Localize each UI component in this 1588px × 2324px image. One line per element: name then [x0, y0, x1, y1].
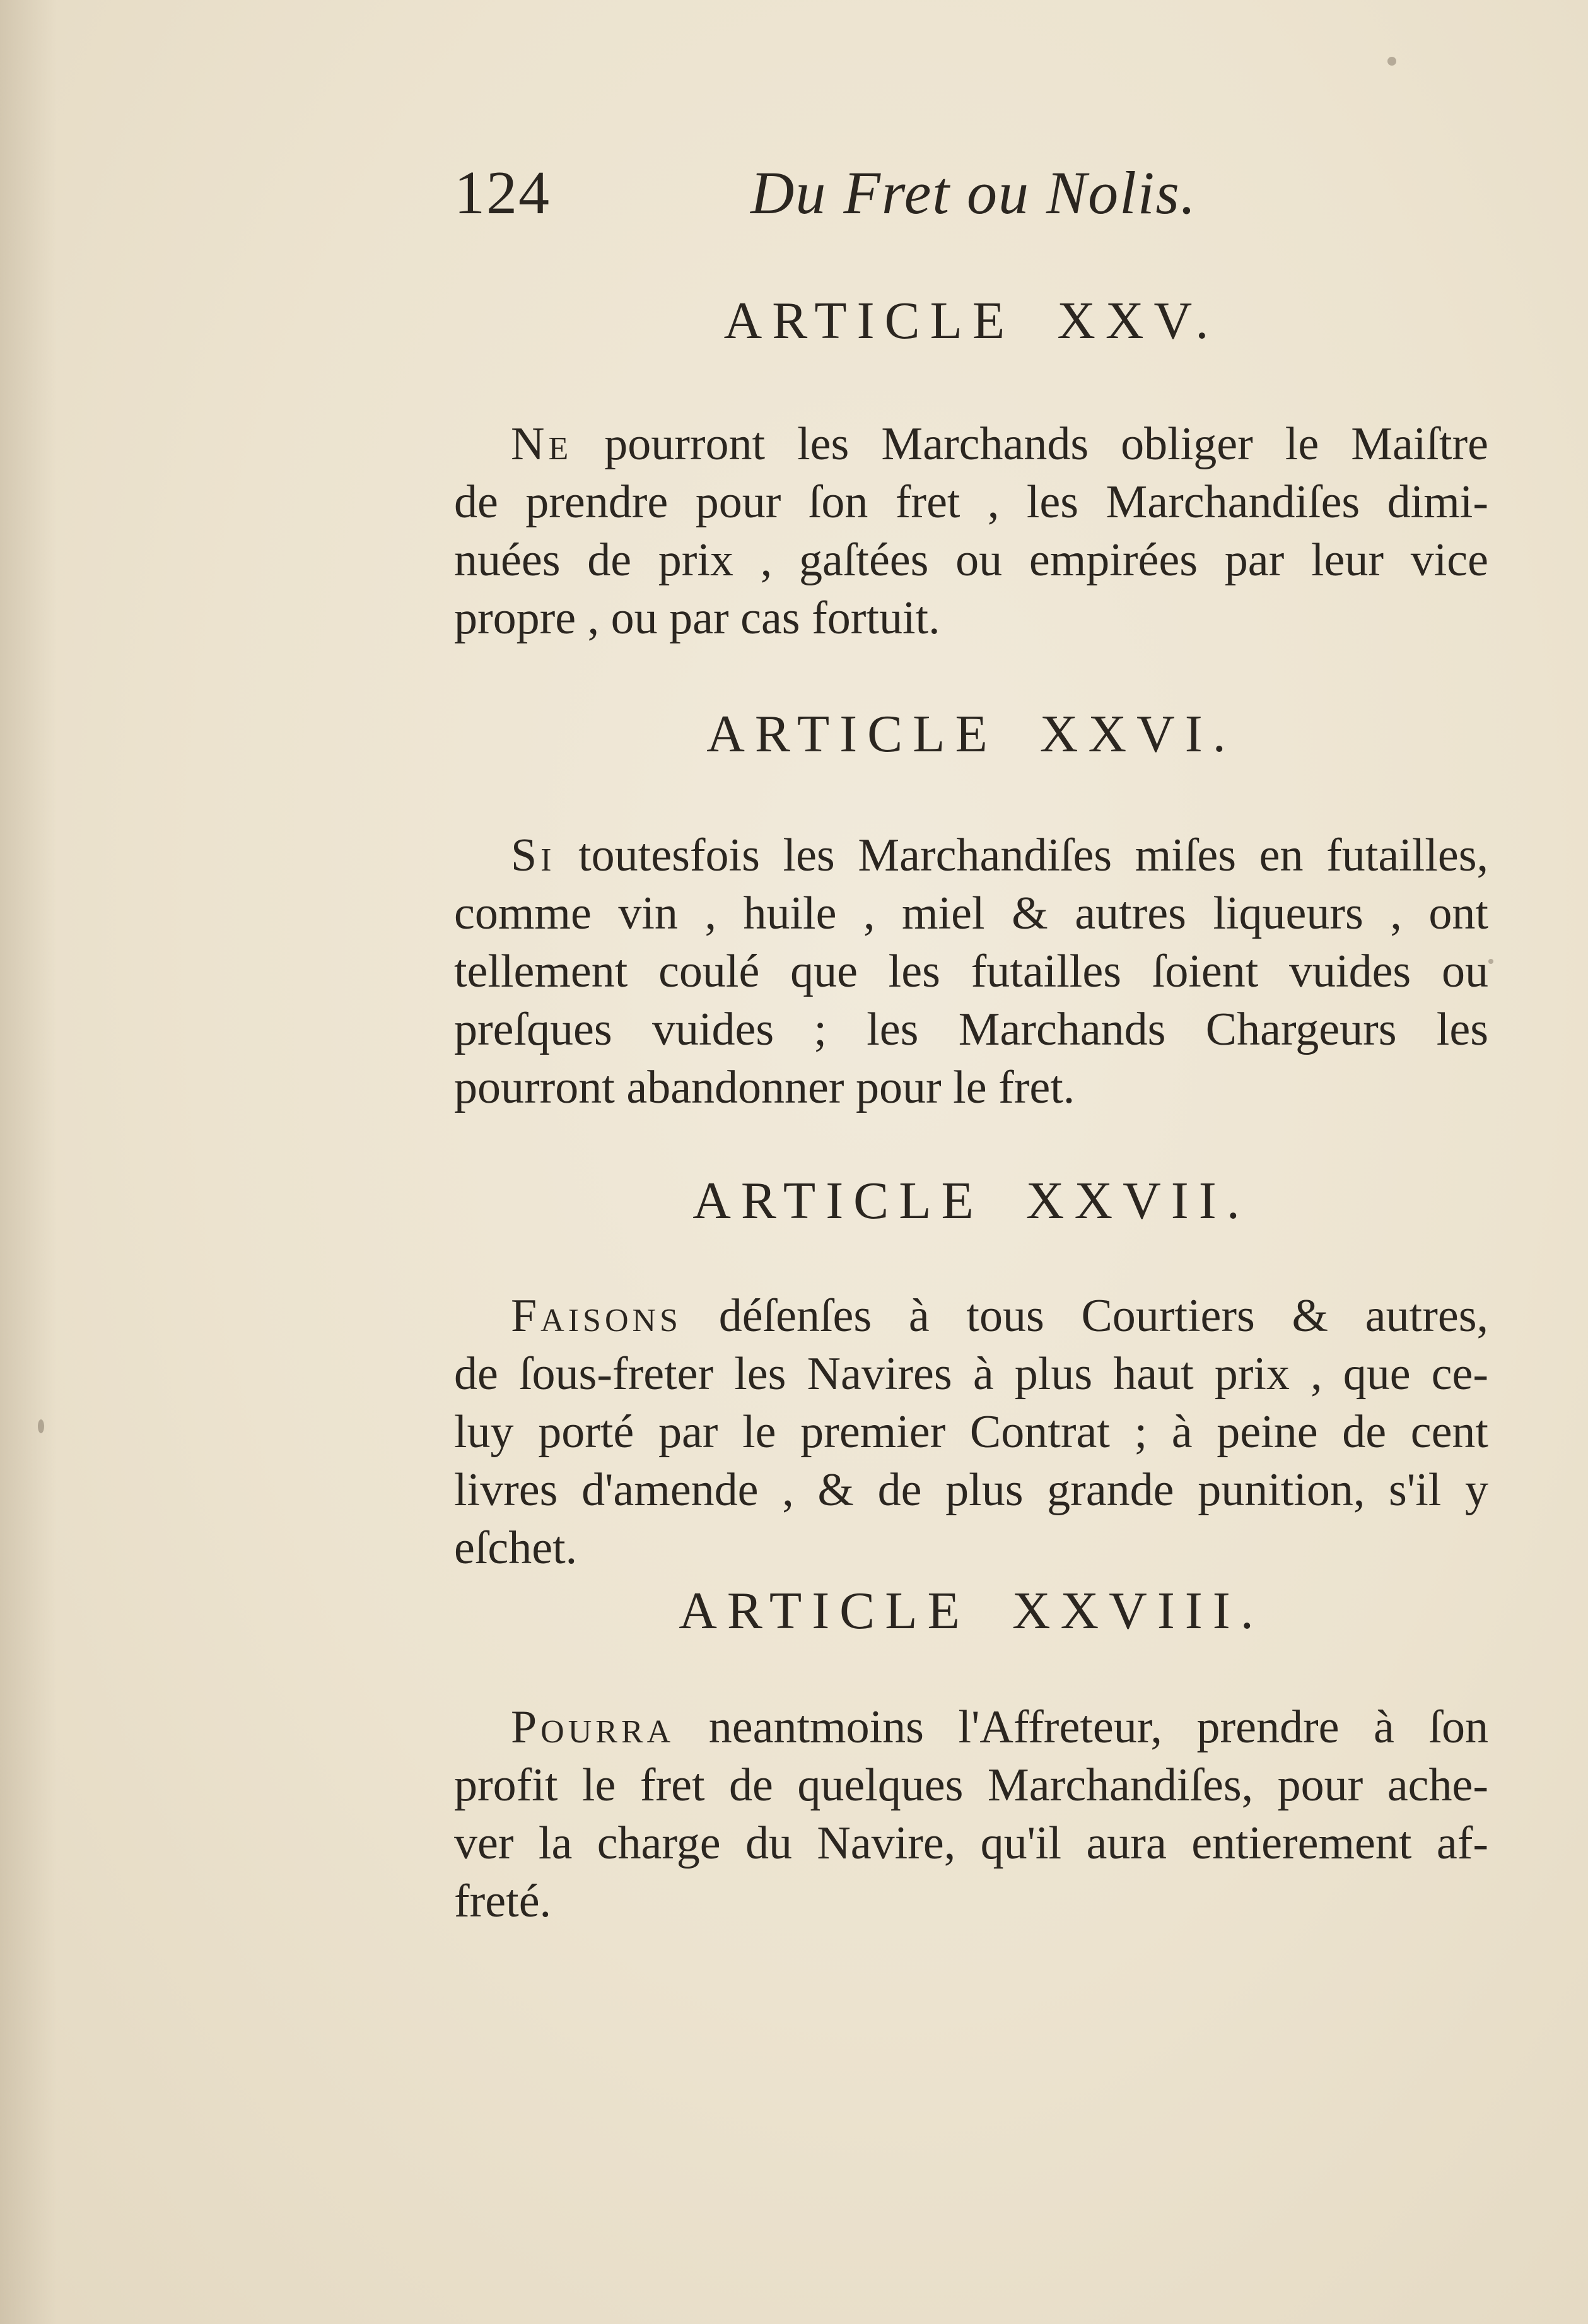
article-line	[454, 826, 1488, 884]
article-opening-word: Ne	[511, 418, 573, 470]
article-line: nuées de prix , gaſtées ou empirées par leur vice	[454, 534, 1488, 586]
article-line: comme vin , huile , miel & autres liqueurs , ont	[454, 888, 1488, 939]
article-line: eſchet.	[454, 1522, 578, 1574]
paper-speck	[38, 1419, 44, 1433]
article-line: profit le fret de quelques Marchandiſes, pour ache-	[454, 1759, 1488, 1811]
article-line: de ſous-freter les Navires à plus haut prix , que ce-	[454, 1348, 1488, 1400]
article-body-xxvii	[454, 1287, 1488, 1577]
article-line-text: pourront les Marchands obliger le Maiſtre	[604, 418, 1489, 470]
article-opening-word: Pourra	[511, 1701, 675, 1753]
article-line	[454, 415, 1488, 473]
running-title: Du Fret ou Nolis.	[750, 159, 1197, 226]
article-heading-xxv: ARTICLE XXV.	[723, 291, 1219, 350]
paper-speck	[1488, 959, 1493, 964]
paper-speck	[1387, 57, 1396, 66]
article-line: luy porté par le premier Contrat ; à peine de cent	[454, 1406, 1488, 1458]
article-line: tellement coulé que les futailles ſoient vuides ou	[454, 946, 1488, 997]
article-heading-xxvi: ARTICLE XXVI.	[706, 705, 1236, 763]
article-body-xxv	[454, 415, 1488, 647]
article-line: preſques vuides ; les Marchands Chargeurs les	[454, 1004, 1488, 1055]
article-line	[454, 1698, 1488, 1756]
article-line: livres d'amende , & de plus grande punition, s'il y	[454, 1464, 1488, 1516]
article-line: pourront abandonner pour le fret.	[454, 1062, 1075, 1113]
article-line	[454, 1287, 1488, 1345]
article-heading-xxviii: ARTICLE XXVIII.	[679, 1582, 1264, 1640]
article-line: de prendre pour ſon fret , les Marchandiſes dimi-	[454, 476, 1488, 528]
article-opening-word: Si	[511, 830, 556, 881]
article-line: freté.	[454, 1875, 552, 1927]
article-opening-word: Faisons	[511, 1290, 682, 1342]
article-heading-xxvii: ARTICLE XXVII.	[692, 1171, 1250, 1230]
article-body-xxviii	[454, 1698, 1488, 1930]
spine-shadow	[0, 0, 57, 2324]
article-line: propre , ou par cas fortuit.	[454, 592, 940, 644]
article-line-text: neantmoins l'Affreteur, prendre à ſon	[708, 1701, 1489, 1753]
page-number: 124	[454, 159, 551, 227]
article-line-text: déſenſes à tous Courtiers & autres,	[718, 1290, 1488, 1342]
running-head	[454, 158, 1488, 233]
article-body-xxvi	[454, 826, 1488, 1117]
article-line: ver la charge du Navire, qu'il aura entierement af-	[454, 1817, 1488, 1869]
article-line-text: toutesfois les Marchandiſes miſes en futailles,	[578, 830, 1489, 881]
